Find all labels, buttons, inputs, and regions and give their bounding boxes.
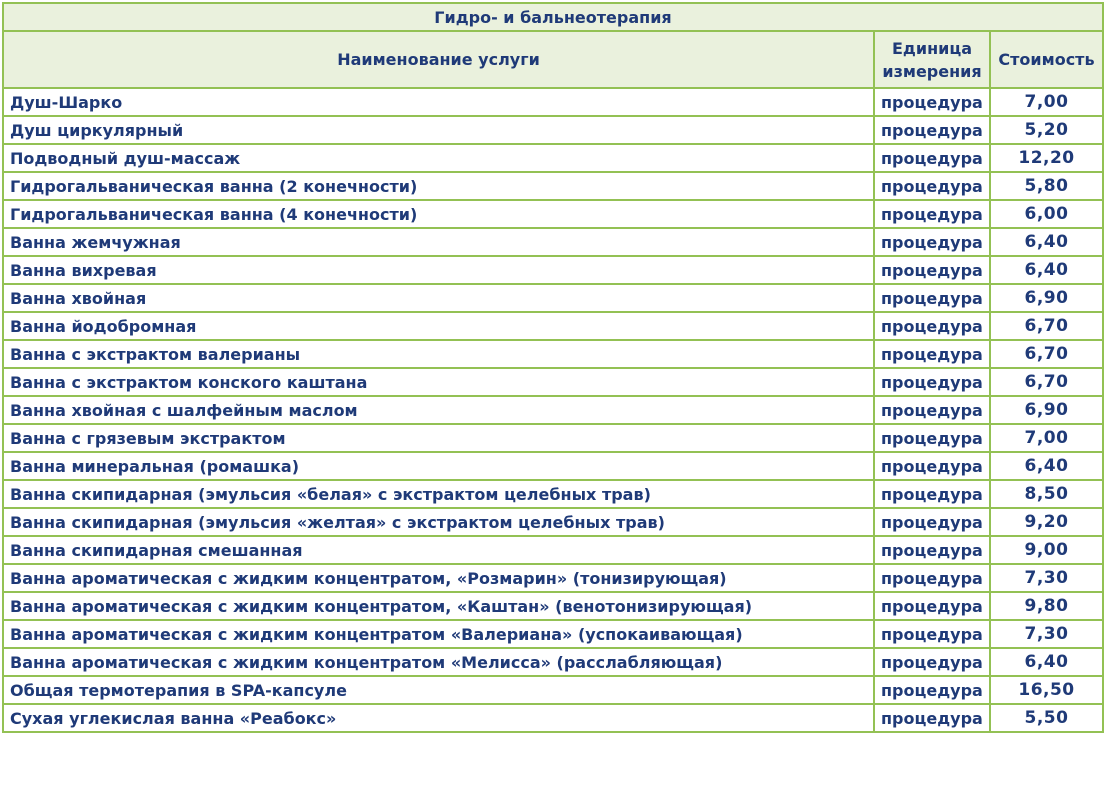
header-unit-line2: измерения xyxy=(882,61,982,81)
service-name-cell: Ванна жемчужная xyxy=(3,228,874,256)
table-body xyxy=(3,88,1103,732)
table-row xyxy=(3,116,1103,144)
service-name-cell: Ванна ароматическая с жидким концентратом, «Каштан» (венотонизирующая) xyxy=(3,592,874,620)
service-name-cell: Душ циркулярный xyxy=(3,116,874,144)
service-name-cell: Ванна ароматическая с жидким концентратом «Мелисса» (расслабляющая) xyxy=(3,648,874,676)
service-name-cell: Сухая углекислая ванна «Реабокс» xyxy=(3,704,874,732)
service-name-cell: Ванна скипидарная смешанная xyxy=(3,536,874,564)
cost-cell: 5,80 xyxy=(990,172,1103,200)
service-name-cell: Ванна ароматическая с жидким концентратом «Валериана» (успокаивающая) xyxy=(3,620,874,648)
cost-cell: 6,70 xyxy=(990,368,1103,396)
unit-cell: процедура xyxy=(874,676,990,704)
cost-cell: 8,50 xyxy=(990,480,1103,508)
service-name-cell: Ванна вихревая xyxy=(3,256,874,284)
header-service-name: Наименование услуги xyxy=(3,31,874,88)
cost-cell: 12,20 xyxy=(990,144,1103,172)
service-name-cell: Ванна с экстрактом валерианы xyxy=(3,340,874,368)
table-row xyxy=(3,228,1103,256)
table-header-row xyxy=(3,31,1103,88)
table-row xyxy=(3,424,1103,452)
header-unit-line1: Единица xyxy=(892,38,972,58)
service-name-cell: Ванна с экстрактом конского каштана xyxy=(3,368,874,396)
cost-cell: 5,50 xyxy=(990,704,1103,732)
cost-cell: 5,20 xyxy=(990,116,1103,144)
table-row xyxy=(3,676,1103,704)
service-name-cell: Общая термотерапия в SPA-капсуле xyxy=(3,676,874,704)
table-row xyxy=(3,452,1103,480)
table-row xyxy=(3,200,1103,228)
cost-cell: 7,00 xyxy=(990,424,1103,452)
unit-cell: процедура xyxy=(874,424,990,452)
cost-cell: 6,40 xyxy=(990,452,1103,480)
unit-cell: процедура xyxy=(874,200,990,228)
table-row xyxy=(3,620,1103,648)
cost-cell: 6,90 xyxy=(990,284,1103,312)
table-row xyxy=(3,480,1103,508)
table-row xyxy=(3,536,1103,564)
service-name-cell: Ванна скипидарная (эмульсия «желтая» с экстрактом целебных трав) xyxy=(3,508,874,536)
table-row xyxy=(3,648,1103,676)
price-table xyxy=(2,2,1104,733)
unit-cell: процедура xyxy=(874,172,990,200)
table-row xyxy=(3,396,1103,424)
cost-cell: 6,40 xyxy=(990,648,1103,676)
unit-cell: процедура xyxy=(874,564,990,592)
cost-cell: 6,70 xyxy=(990,312,1103,340)
unit-cell: процедура xyxy=(874,536,990,564)
unit-cell: процедура xyxy=(874,144,990,172)
header-cost: Стоимость xyxy=(990,31,1103,88)
unit-cell: процедура xyxy=(874,340,990,368)
service-name-cell: Ванна йодобромная xyxy=(3,312,874,340)
cost-cell: 7,30 xyxy=(990,620,1103,648)
cost-cell: 6,00 xyxy=(990,200,1103,228)
unit-cell: процедура xyxy=(874,396,990,424)
cost-cell: 6,40 xyxy=(990,256,1103,284)
unit-cell: процедура xyxy=(874,228,990,256)
table-row xyxy=(3,368,1103,396)
cost-cell: 9,00 xyxy=(990,536,1103,564)
service-name-cell: Ванна хвойная xyxy=(3,284,874,312)
cost-cell: 6,90 xyxy=(990,396,1103,424)
table-row xyxy=(3,284,1103,312)
table-row xyxy=(3,144,1103,172)
service-name-cell: Ванна хвойная с шалфейным маслом xyxy=(3,396,874,424)
unit-cell: процедура xyxy=(874,620,990,648)
table-title-row xyxy=(3,3,1103,31)
cost-cell: 6,70 xyxy=(990,340,1103,368)
service-name-cell: Ванна скипидарная (эмульсия «белая» с экстрактом целебных трав) xyxy=(3,480,874,508)
table-row xyxy=(3,508,1103,536)
unit-cell: процедура xyxy=(874,256,990,284)
unit-cell: процедура xyxy=(874,312,990,340)
service-name-cell: Ванна ароматическая с жидким концентратом, «Розмарин» (тонизирующая) xyxy=(3,564,874,592)
table-title: Гидро- и бальнеотерапия xyxy=(3,3,1103,31)
table-row xyxy=(3,88,1103,116)
table-row xyxy=(3,592,1103,620)
service-name-cell: Подводный душ-массаж xyxy=(3,144,874,172)
cost-cell: 7,00 xyxy=(990,88,1103,116)
table-row xyxy=(3,256,1103,284)
service-name-cell: Гидрогальваническая ванна (4 конечности) xyxy=(3,200,874,228)
table-row xyxy=(3,340,1103,368)
unit-cell: процедура xyxy=(874,368,990,396)
table-row xyxy=(3,704,1103,732)
cost-cell: 9,80 xyxy=(990,592,1103,620)
unit-cell: процедура xyxy=(874,648,990,676)
unit-cell: процедура xyxy=(874,452,990,480)
service-name-cell: Гидрогальваническая ванна (2 конечности) xyxy=(3,172,874,200)
service-name-cell: Душ-Шарко xyxy=(3,88,874,116)
unit-cell: процедура xyxy=(874,88,990,116)
unit-cell: процедура xyxy=(874,480,990,508)
unit-cell: процедура xyxy=(874,704,990,732)
unit-cell: процедура xyxy=(874,116,990,144)
cost-cell: 6,40 xyxy=(990,228,1103,256)
unit-cell: процедура xyxy=(874,508,990,536)
table-row xyxy=(3,172,1103,200)
cost-cell: 7,30 xyxy=(990,564,1103,592)
table-row xyxy=(3,564,1103,592)
price-table-container xyxy=(2,2,1104,733)
cost-cell: 16,50 xyxy=(990,676,1103,704)
service-name-cell: Ванна минеральная (ромашка) xyxy=(3,452,874,480)
cost-cell: 9,20 xyxy=(990,508,1103,536)
table-row xyxy=(3,312,1103,340)
header-unit xyxy=(874,31,990,88)
unit-cell: процедура xyxy=(874,284,990,312)
service-name-cell: Ванна с грязевым экстрактом xyxy=(3,424,874,452)
unit-cell: процедура xyxy=(874,592,990,620)
